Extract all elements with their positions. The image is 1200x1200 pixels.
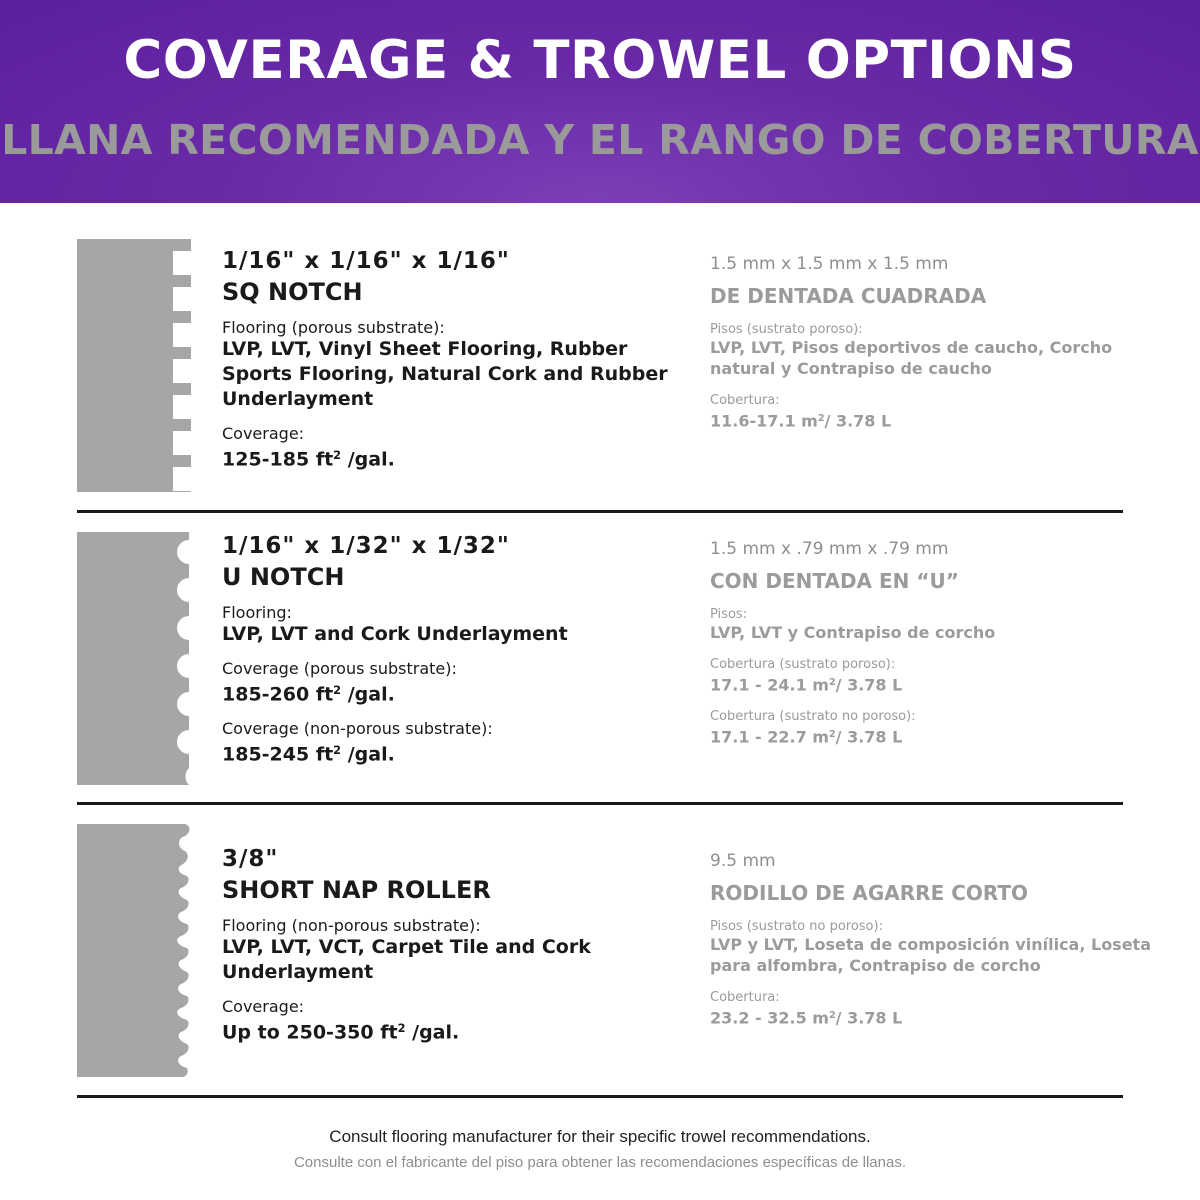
row-u-notch-es	[710, 539, 1170, 748]
flooring-value: LVP, LVT, Vinyl Sheet Flooring, Rubber Sports Flooring, Natural Cork and Rubber Underlayment	[222, 338, 668, 410]
flooring-value-es: LVP, LVT, Pisos deportivos de caucho, Corcho natural y Contrapiso de caucho	[710, 338, 1113, 378]
section-divider	[77, 802, 1123, 805]
section-divider	[77, 1095, 1123, 1098]
trowel-dimensions-es: 1.5 mm x 1.5 mm x 1.5 mm	[710, 254, 949, 274]
trowel-title-es: CON DENTADA EN “U”	[710, 569, 959, 593]
flooring-label-es: Pisos:	[710, 607, 748, 622]
coverage-nonporous-label-es: Cobertura (sustrato no poroso):	[710, 709, 916, 725]
coverage-porous-value-es: 17.1 - 24.1 $m^2/$ 3.78 L	[710, 675, 903, 695]
coverage-value: Up to 250-350 $ft^2$ /gal.	[222, 1021, 460, 1044]
flooring-value-es: LVP, LVT y Contrapiso de corcho	[710, 623, 996, 642]
coverage-value-es: 23.2 - 32.5 $m^2/$ 3.78 L	[710, 1008, 903, 1028]
coverage-porous-label-es: Cobertura (sustrato poroso):	[710, 657, 896, 672]
coverage-label: Coverage:	[222, 997, 305, 1016]
short-nap-roller-icon	[77, 824, 193, 1077]
trowel-title-es: DE DENTADA CUADRADA	[710, 284, 987, 308]
trowel-title: U NOTCH	[222, 563, 345, 591]
row-u-notch-en	[222, 533, 692, 768]
roller-nap-size: 3/8"	[222, 846, 279, 872]
coverage-nonporous-label: Coverage (non-porous substrate):	[222, 719, 493, 739]
square-notch-trowel-icon	[77, 239, 193, 492]
coverage-value: 125-185 $ft^2$ /gal.	[222, 448, 395, 471]
coverage-value-es: 11.6-17.1 $m^2/$ 3.78 L	[710, 411, 892, 431]
flooring-label: Flooring:	[222, 603, 292, 622]
trowel-dimensions: 1/16" x 1/16" x 1/16"	[222, 248, 510, 274]
flooring-value-es: LVP y LVT, Loseta de composición vinílica, Loseta para alfombra, Contrapiso de corcho	[710, 935, 1151, 975]
flooring-label: Flooring (non-porous substrate):	[222, 916, 481, 935]
coverage-label-es: Cobertura:	[710, 990, 780, 1005]
flooring-label: Flooring (porous substrate):	[222, 318, 445, 337]
page-subtitle: LLANA RECOMENDADA Y EL RANGO DE COBERTURA	[1, 116, 1199, 164]
flooring-value: LVP, LVT, VCT, Carpet Tile and Cork Underlayment	[222, 936, 591, 983]
trowel-dimensions: 1/16" x 1/32" x 1/32"	[222, 533, 510, 559]
coverage-porous-value: 185-260 $ft^2$ /gal.	[222, 683, 395, 706]
coverage-nonporous-value: 185-245 $ft^2$ /gal.	[222, 743, 395, 766]
trowel-title: SQ NOTCH	[222, 278, 363, 306]
flooring-label-es: Pisos (sustrato no poroso):	[710, 919, 883, 934]
header-banner	[0, 0, 1200, 203]
row-roller-es	[710, 851, 1170, 1028]
roller-title: SHORT NAP ROLLER	[222, 876, 491, 904]
row-sq-notch-es	[710, 254, 1170, 431]
roller-nap-size-es: 9.5 mm	[710, 851, 776, 871]
flooring-value: LVP, LVT and Cork Underlayment	[222, 623, 568, 645]
footer-note-es: Consulte con el fabricante del piso para obtener las recomendaciones específicas de llanas.	[293, 1154, 907, 1171]
roller-title-es: RODILLO DE AGARRE CORTO	[710, 881, 1029, 905]
coverage-nonporous-value-es: 17.1 - 22.7 $m^2/$ 3.78 L	[710, 727, 903, 747]
flooring-label-es: Pisos (sustrato poroso):	[710, 322, 863, 337]
coverage-porous-label: Coverage (porous substrate):	[222, 659, 457, 678]
footer-note-en: Consult flooring manufacturer for their specific trowel recommendations.	[329, 1127, 871, 1146]
row-sq-notch-en	[222, 248, 692, 472]
u-notch-trowel-icon	[77, 532, 193, 785]
section-divider	[77, 510, 1123, 513]
coverage-label: Coverage:	[222, 424, 305, 443]
trowel-dimensions-es: 1.5 mm x .79 mm x .79 mm	[710, 539, 949, 559]
row-roller-en	[222, 846, 692, 1045]
coverage-label-es: Cobertura:	[710, 393, 780, 408]
page-title: COVERAGE & TROWEL OPTIONS	[123, 30, 1077, 91]
